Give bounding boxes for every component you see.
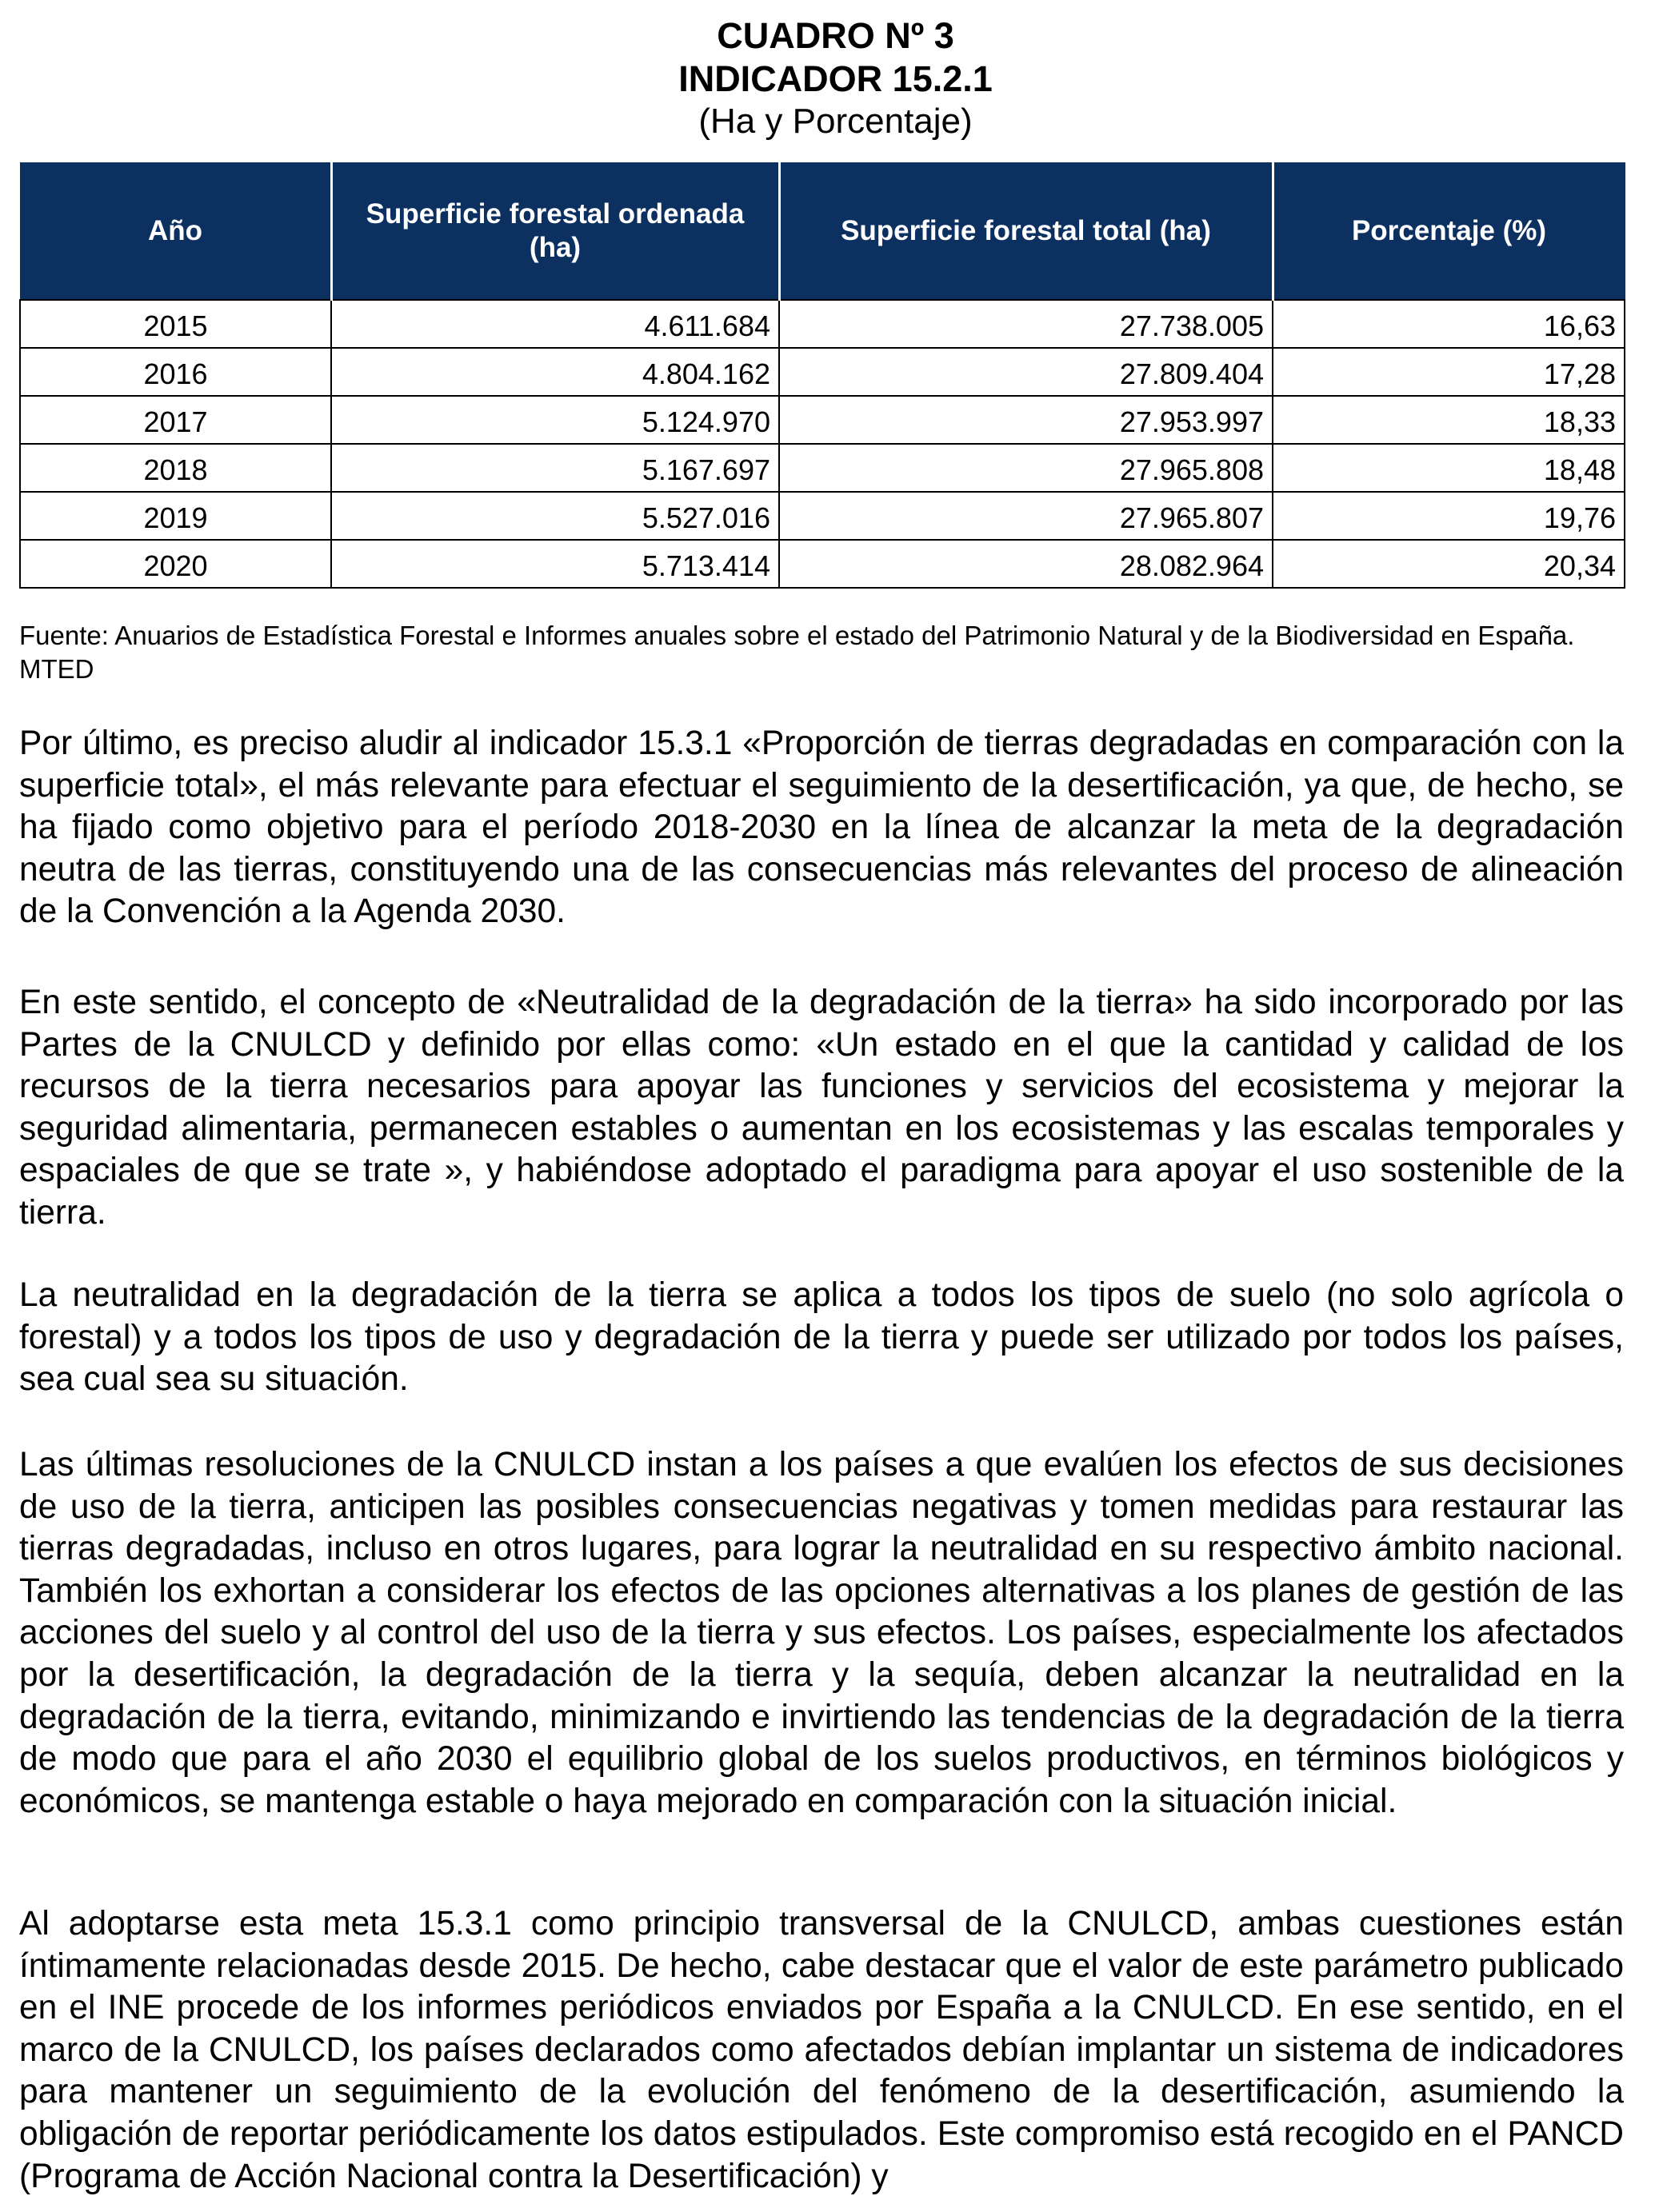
cell-year: 2018 <box>20 444 331 492</box>
cell-managed-area: 5.527.016 <box>331 492 779 540</box>
table-row <box>20 348 1625 396</box>
indicator-heading: INDICADOR 15.2.1 <box>678 58 993 99</box>
cell-percentage: 18,48 <box>1273 444 1625 492</box>
cell-total-area: 27.965.807 <box>779 492 1273 540</box>
table-row <box>20 540 1625 588</box>
cell-percentage: 17,28 <box>1273 348 1625 396</box>
column-header-year: Año <box>20 162 331 300</box>
cell-managed-area: 4.611.684 <box>331 300 779 348</box>
cell-year: 2017 <box>20 396 331 444</box>
column-header-percentage: Porcentaje (%) <box>1273 162 1625 300</box>
cell-managed-area: 5.124.970 <box>331 396 779 444</box>
units-subtitle: (Ha y Porcentaje) <box>698 102 973 141</box>
cell-year: 2019 <box>20 492 331 540</box>
table-row <box>20 396 1625 444</box>
body-paragraph: Al adoptarse esta meta 15.3.1 como principio transversal de la CNULCD, ambas cuestiones están íntimamente relacionadas desde 2015. De hecho, cabe destacar que el valor de este parámetro publicado en el INE procede de los informes periódicos enviados por España a la CNULCD. En ese sentido, en el marco de la CNULCD, los países declarados como afectados debían implantar un sistema de indicadores para mantener un seguimiento de la evolución del fenómeno de la desertificación, asumiendo la obligación de reportar periódicamente los datos estipulados. Este compromiso está recogido en el PANCD (Programa de Acción Nacional contra la Desertificación) y <box>19 1905 1624 2195</box>
table-source-note: Fuente: Anuarios de Estadística Forestal e Informes anuales sobre el estado del Patrimonio Natural y de la Biodiversidad en España. MTED <box>19 621 1575 684</box>
cell-year: 2020 <box>20 540 331 588</box>
cell-percentage: 19,76 <box>1273 492 1625 540</box>
cell-percentage: 20,34 <box>1273 540 1625 588</box>
indicator-table <box>19 162 1625 589</box>
cell-percentage: 16,63 <box>1273 300 1625 348</box>
body-paragraph: Las últimas resoluciones de la CNULCD instan a los países a que evalúen los efectos de sus decisiones de uso de la tierra, anticipen las posibles consecuencias negativas y tomen medidas para restaurar las tierras degradadas, incluso en otros lugares, para lograr la neutralidad en su respectivo ámbito nacional. También los exhortan a considerar los efectos de las opciones alternativas a los planes de gestión de las acciones del suelo y al control del uso de la tierra y sus efectos. Los países, especialmente los afectados por la desertificación, la degradación de la tierra y la sequía, deben alcanzar la neutralidad en la degradación de la tierra, evitando, minimizando e invirtiendo las tendencias de la degradación de la tierra de modo que para el año 2030 el equilibrio global de los suelos productivos, en términos biológicos y económicos, se mantenga estable o haya mejorado en comparación con la situación inicial. <box>19 1446 1624 1820</box>
cell-total-area: 27.809.404 <box>779 348 1273 396</box>
body-paragraph: Por último, es preciso aludir al indicador 15.3.1 «Proporción de tierras degradadas en comparación con la superficie total», el más relevante para efectuar el seguimiento de la desertificación, ya que, de hecho, se ha fijado como objetivo para el período 2018-2030 en la línea de alcanzar la meta de la degradación neutra de las tierras, constituyendo una de las consecuencias más relevantes del proceso de alineación de la Convención a la Agenda 2030. <box>19 725 1624 931</box>
column-header-managed-area: Superficie forestal ordenada (ha) <box>331 162 779 300</box>
cell-percentage: 18,33 <box>1273 396 1625 444</box>
table-title: CUADRO Nº 3 <box>717 15 954 56</box>
table-row <box>20 492 1625 540</box>
table-row <box>20 444 1625 492</box>
body-paragraph: En este sentido, el concepto de «Neutralidad de la degradación de la tierra» ha sido incorporado por las Partes de la CNULCD y definido por ellas como: «Un estado en el que la cantidad y calidad de los recursos de la tierra necesarios para apoyar las funciones y servicios del ecosistema y mejorar la seguridad alimentaria, permanecen estables o aumentan en los ecosistemas y las escalas temporales y espaciales de que se trate », y habiéndose adoptado el paradigma para apoyar el uso sostenible de la tierra. <box>19 984 1624 1232</box>
table-row <box>20 300 1625 348</box>
cell-total-area: 28.082.964 <box>779 540 1273 588</box>
cell-managed-area: 5.713.414 <box>331 540 779 588</box>
cell-total-area: 27.965.808 <box>779 444 1273 492</box>
cell-year: 2016 <box>20 348 331 396</box>
cell-total-area: 27.953.997 <box>779 396 1273 444</box>
cell-total-area: 27.738.005 <box>779 300 1273 348</box>
cell-managed-area: 4.804.162 <box>331 348 779 396</box>
column-header-total-area: Superficie forestal total (ha) <box>779 162 1273 300</box>
body-paragraph: La neutralidad en la degradación de la tierra se aplica a todos los tipos de suelo (no solo agrícola o forestal) y a todos los tipos de uso y degradación de la tierra y puede ser utilizado por todos los países, sea cual sea su situación. <box>19 1276 1624 1399</box>
table-header-row <box>20 162 1625 300</box>
cell-year: 2015 <box>20 300 331 348</box>
cell-managed-area: 5.167.697 <box>331 444 779 492</box>
